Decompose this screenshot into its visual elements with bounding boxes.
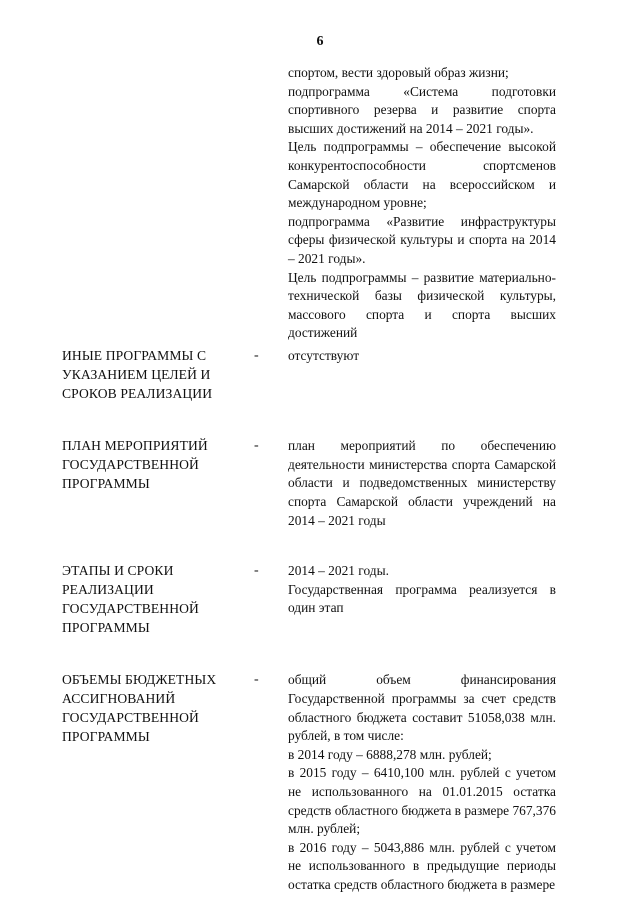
continuation-block <box>288 64 556 343</box>
continuation-paragraph: подпрограмма «Система подготовки спортивного резерва и развитие спорта высших достижений на 2014 – 2021 годы». <box>288 83 556 136</box>
section-dash: - <box>254 347 259 363</box>
section-dash: - <box>254 672 259 688</box>
section-dash: - <box>254 563 259 579</box>
section-value <box>288 437 556 530</box>
section-action-plan <box>62 437 582 530</box>
section-dash: - <box>254 438 259 454</box>
section-value <box>288 347 556 366</box>
passport-content <box>62 64 582 895</box>
section-paragraph: Государственная программа реализуется в один этап <box>288 581 556 616</box>
continuation-paragraph: подпрограмма «Развитие инфраструктуры сферы физической культуры и спорта на 2014 – 2021 годы». <box>288 213 556 266</box>
section-other-programs <box>62 347 582 403</box>
section-paragraph: отсутствуют <box>288 347 360 363</box>
section-paragraph: общий объем финансирования Государственной программы за счет средств областного бюджета составит 51058,038 млн. рублей, в том числе: <box>288 672 556 744</box>
section-value <box>288 671 556 894</box>
section-paragraph: 2014 – 2021 годы. <box>288 563 389 579</box>
section-label: ОБЪЕМЫ БЮДЖЕТНЫХ АССИГНОВАНИЙ ГОСУДАРСТВЕННОЙ ПРОГРАММЫ <box>62 672 217 744</box>
section-label: ЭТАПЫ И СРОКИ РЕАЛИЗАЦИИ ГОСУДАРСТВЕННОЙ ПРОГРАММЫ <box>62 563 199 635</box>
section-value <box>288 562 556 618</box>
continuation-paragraph: Цель подпрограммы – развитие материально-технической базы физической культуры, массового спорта и спорта высших достижений <box>288 269 556 341</box>
section-paragraph: в 2015 году – 6410,100 млн. рублей с учетом не использованного на 01.01.2015 остатка средств областного бюджета в размере 767,376 млн. рублей; <box>288 765 556 837</box>
continuation-paragraph: Цель подпрограммы – обеспечение высокой конкурентоспособности спортсменов Самарской области на всероссийском и международном уровне; <box>288 139 556 211</box>
section-label: ПЛАН МЕРОПРИЯТИЙ ГОСУДАРСТВЕННОЙ ПРОГРАММЫ <box>62 438 208 491</box>
section-label: ИНЫЕ ПРОГРАММЫ С УКАЗАНИЕМ ЦЕЛЕЙ И СРОКОВ РЕАЛИЗАЦИИ <box>62 347 213 401</box>
section-stages <box>62 562 582 637</box>
section-paragraph: план мероприятий по обеспечению деятельности министерства спорта Самарской области и подведомственных министерству спорта Самарской области учреждений на 2014 – 2021 годы <box>288 438 556 528</box>
section-budget <box>62 671 582 894</box>
section-paragraph: в 2014 году – 6888,278 млн. рублей; <box>288 746 492 762</box>
continuation-paragraph: спортом, вести здоровый образ жизни; <box>288 65 509 80</box>
section-paragraph: в 2016 году – 5043,886 млн. рублей с учетом не использованного в предыдущие периоды остатка средств областного бюджета в размере <box>288 839 556 892</box>
page-number: 6 <box>316 34 324 49</box>
